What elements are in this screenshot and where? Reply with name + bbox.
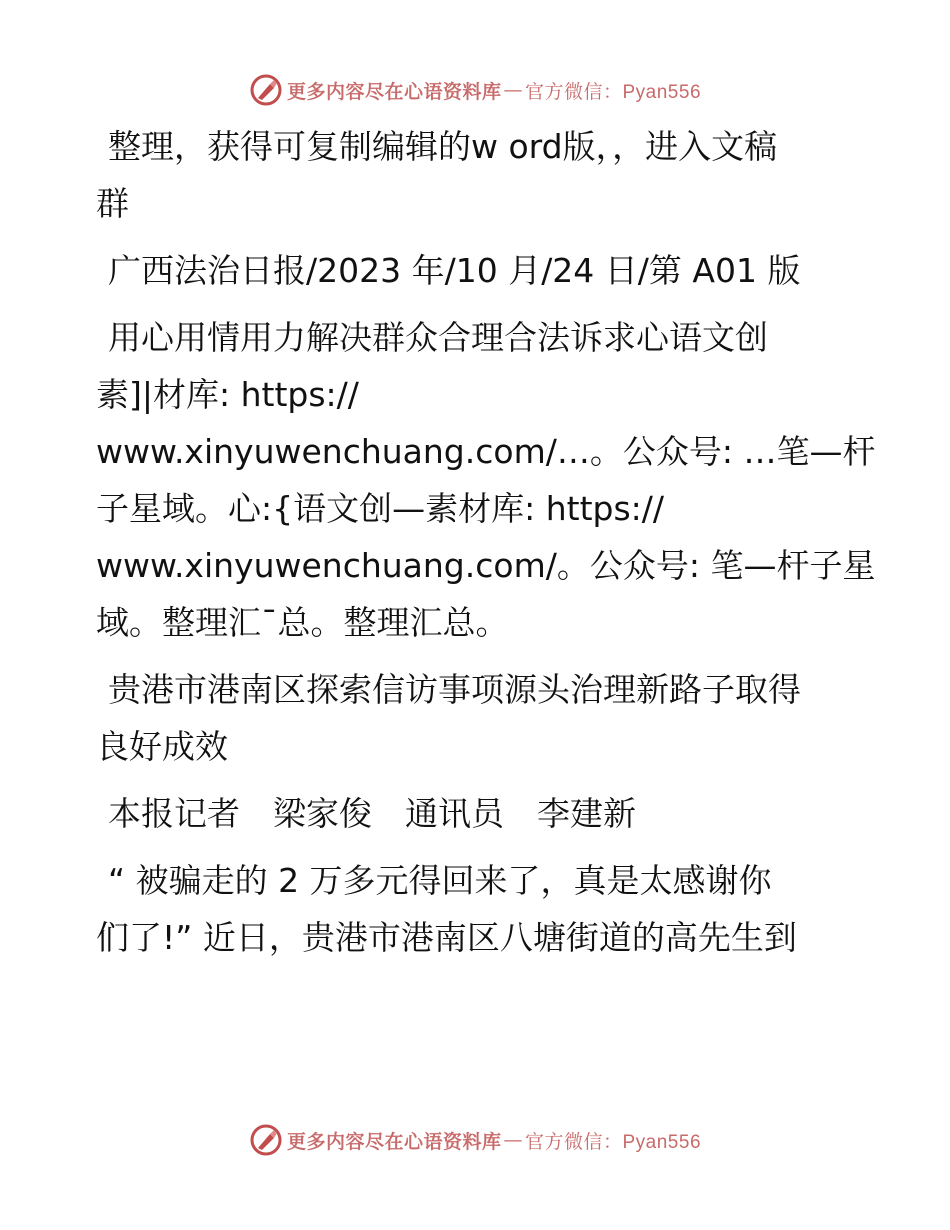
watermark-text: 更多内容尽在心语资料库 (286, 80, 502, 103)
watermark-separator: — (503, 79, 523, 101)
pen-logo-icon (249, 1123, 283, 1157)
text-line: 们了!” 近日，贵港市港南区八塘街道的高先生到 (96, 918, 797, 957)
text-line: www.xinyuwenchuang.com/…。公众号: …笔—杆 (96, 432, 876, 471)
watermark-contact: 官方微信：Pyan556 (525, 1131, 702, 1153)
byline (96, 785, 856, 842)
text-line: 用心用情用力解决群众合理合法诉求心语文创 (108, 318, 768, 357)
text-line: 整理，获得可复制编辑的w ord版，，进入文稿 (108, 127, 778, 166)
subheadline-paragraph (96, 661, 856, 775)
pen-logo-icon (249, 73, 283, 107)
text-line: 良好成效 (96, 727, 228, 766)
watermark-contact: 官方微信：Pyan556 (525, 81, 702, 103)
watermark-header (0, 72, 950, 108)
text-line: 群 (96, 184, 129, 223)
text-line: 广西法治日报/2023 年/10 月/24 日/第 A01 版 (108, 251, 801, 290)
watermark-separator: — (503, 1129, 523, 1151)
text-line: 域。整理汇¯总。整理汇总。 (96, 603, 509, 642)
text-line: www.xinyuwenchuang.com/。公众号: 笔—杆子星 (96, 546, 876, 585)
watermark-footer (0, 1122, 950, 1158)
headline-paragraph (96, 309, 876, 651)
text-line: 子星域。心:{语文创—素材库: https:// (96, 489, 665, 528)
text-line: 素]|材库: https:// (96, 375, 359, 414)
watermark-text: 更多内容尽在心语资料库 (286, 1130, 502, 1153)
document-body (96, 118, 876, 976)
text-line: “ 被骗走的 2 万多元得回来了，真是太感谢你 (108, 861, 772, 900)
text-line: 本报记者 梁家俊 通讯员 李建新 (108, 794, 636, 833)
source-line (96, 242, 856, 299)
body-paragraph (96, 852, 856, 966)
text-line: 贵港市港南区探索信访事项源头治理新路子取得 (108, 670, 801, 709)
intro-paragraph (96, 118, 856, 232)
